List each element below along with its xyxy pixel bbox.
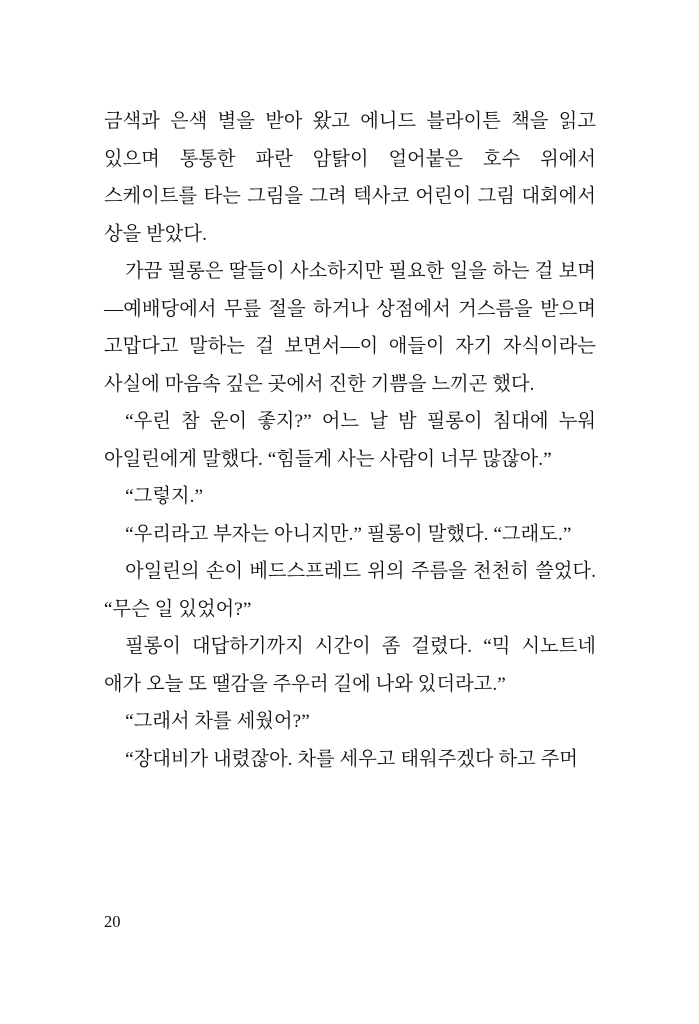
paragraph: 필롱이 대답하기까지 시간이 좀 걸렸다. “믹 시노트네 애가 오늘 또 땔감을 주우러 길에 나와 있더라고.” [104,636,596,695]
paragraph: “우린 참 운이 좋지?” 어느 날 밤 필롱이 침대에 누워 아일린에게 말했다. “힘들게 사는 사람이 너무 많잖아.” [104,411,596,470]
paragraph: 아일린의 손이 베드스프레드 위의 주름을 천천히 쓸었다. “무슨 일 있었어?” [104,561,596,620]
paragraph: “그래서 차를 세웠어?” [125,711,310,732]
paragraph: 금색과 은색 별을 받아 왔고 에니드 블라이튼 책을 읽고 있으며 통통한 파란 암탉이 얼어붙은 호수 위에서 스케이트를 타는 그림을 그려 텍사코 어린이 그림 대회에서 상을 받았다. [104,111,596,245]
paragraph: “그렇지.” [125,486,204,507]
paragraph: 가끔 필롱은 딸들이 사소하지만 필요한 일을 하는 걸 보며―예배당에서 무릎 절을 하거나 상점에서 거스름을 받으며 고맙다고 말하는 걸 보면서―이 애들이 자기 자식이라는 사실에 마음속 깊은 곳에서 진한 기쁨을 느끼곤 했다. [104,261,596,395]
body-text [104,103,596,778]
paragraph: “장대비가 내렸잖아. 차를 세우고 태워주겠다 하고 주머 [125,748,578,770]
paragraph: “우리라고 부자는 아니지만.” 필롱이 말했다. “그래도.” [125,523,572,545]
page-number: 20 [104,912,121,931]
